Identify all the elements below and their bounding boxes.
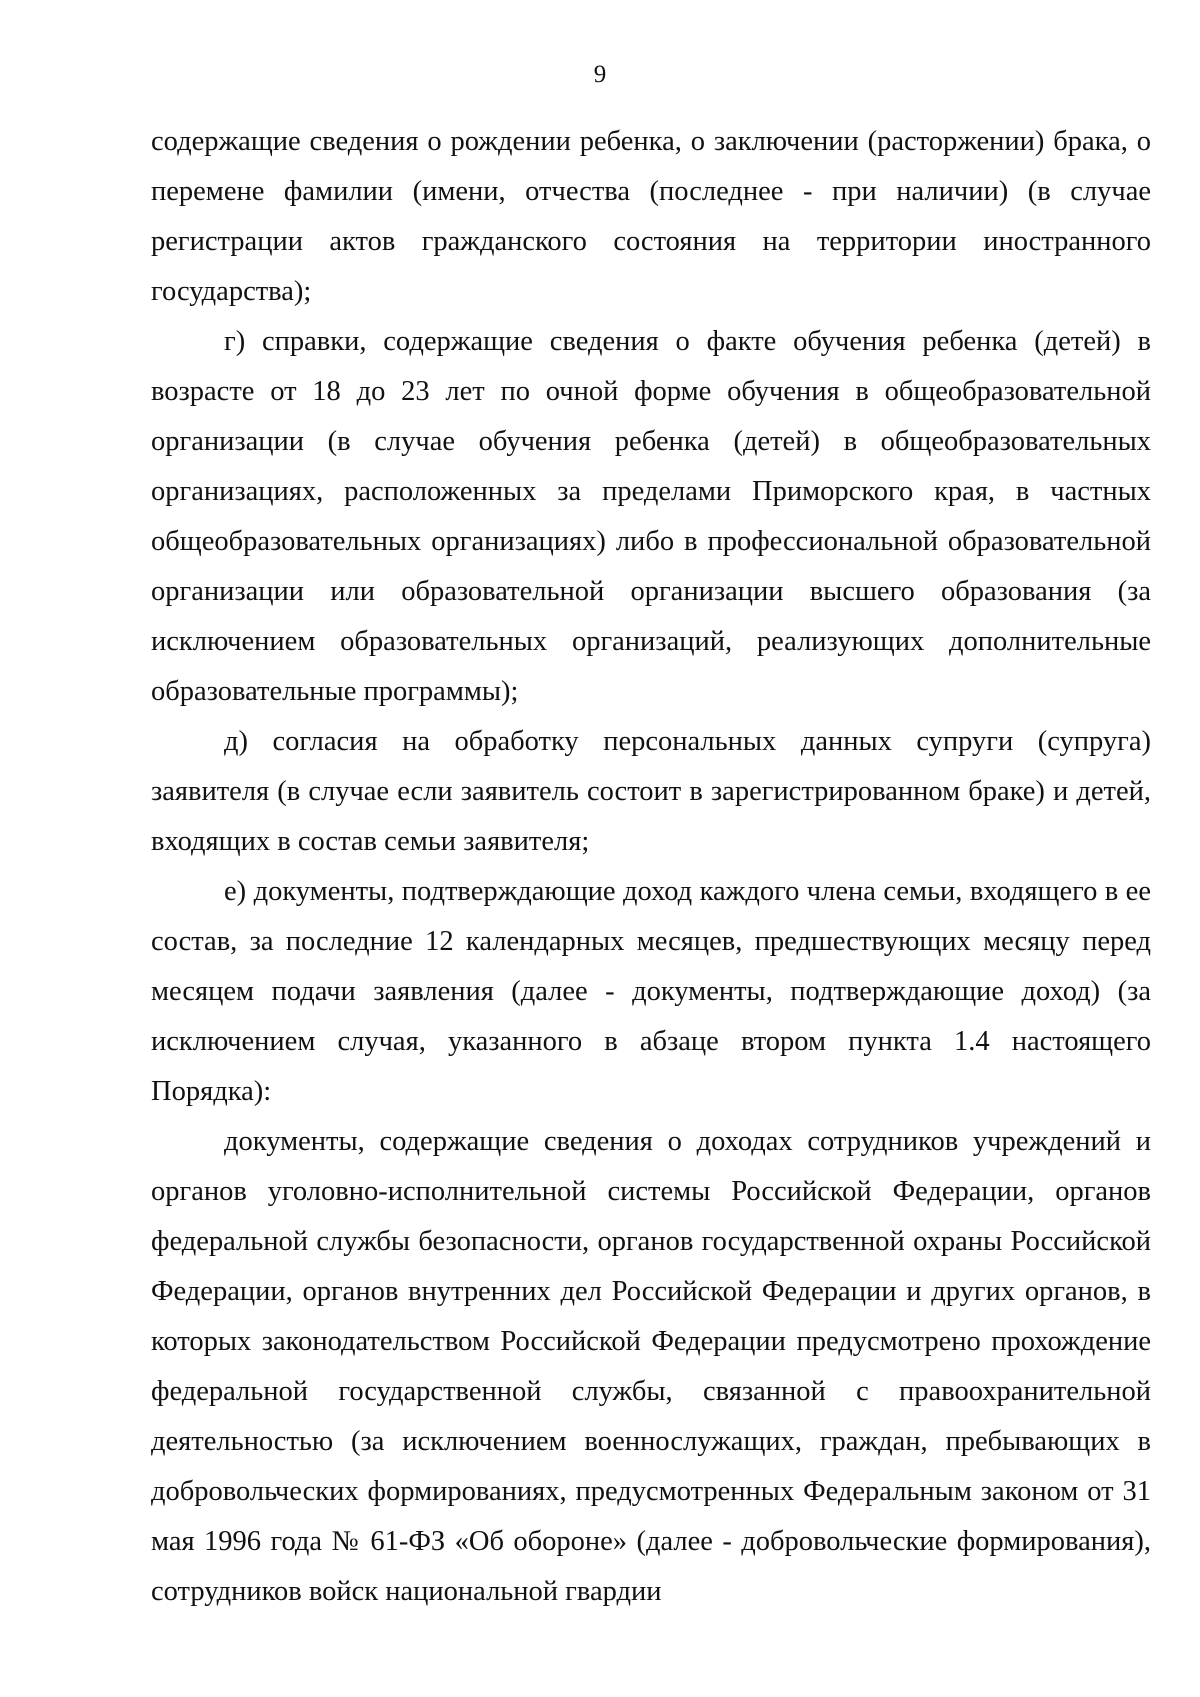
paragraph-income-documents: документы, содержащие сведения о доходах сотрудников учреждений и органов уголовно-исполнительной системы Российской Федерации, органов федеральной службы безопасности, органов государственной охраны Российской Федерации, органов внутренних дел Российской Федерации и других органов, в которых законодательством Российской Федерации предусмотрено прохождение федеральной государственной службы, связанной с правоохранительной деятельностью (за исключением военнослужащих, граждан, пребывающих в добровольческих формированиях, предусмотренных Федеральным законом от 31 мая 1996 года № 61-ФЗ «Об обороне» (далее - добровольческие формирования), сотрудников войск национальной гвардии bbox=[151, 1126, 1151, 1607]
paragraph-item-d: д) согласия на обработку персональных данных супруги (супруга) заявителя (в случае если заявитель состоит в зарегистрированном браке) и детей, входящих в состав семьи заявителя; bbox=[151, 726, 1151, 857]
page-number: 9 bbox=[593, 61, 607, 88]
paragraph-item-g: г) справки, содержащие сведения о факте обучения ребенка (детей) в возрасте от 18 до 23 лет по очной форме обучения в общеобразовательной организации (в случае обучения ребенка (детей) в общеобразовательных организациях, расположенных за пределами Приморского края, в частных общеобразовательных организациях) либо в профессиональной образовательной организации или образовательной организации высшего образования (за исключением образовательных организаций, реализующих дополнительные образовательные программы); bbox=[151, 326, 1151, 707]
paragraph-continuation: содержащие сведения о рождении ребенка, о заключении (расторжении) брака, о перемене фамилии (имени, отчества (последнее - при наличии) (в случае регистрации актов гражданского состояния на территории иностранного государства); bbox=[151, 126, 1151, 307]
document-body bbox=[151, 117, 1151, 1617]
paragraph-item-e: е) документы, подтверждающие доход каждого члена семьи, входящего в ее состав, за последние 12 календарных месяцев, предшествующих месяцу перед месяцем подачи заявления (далее - документы, подтверждающие доход) (за исключением случая, указанного в абзаце втором пункта 1.4 настоящего Порядка): bbox=[151, 876, 1151, 1107]
